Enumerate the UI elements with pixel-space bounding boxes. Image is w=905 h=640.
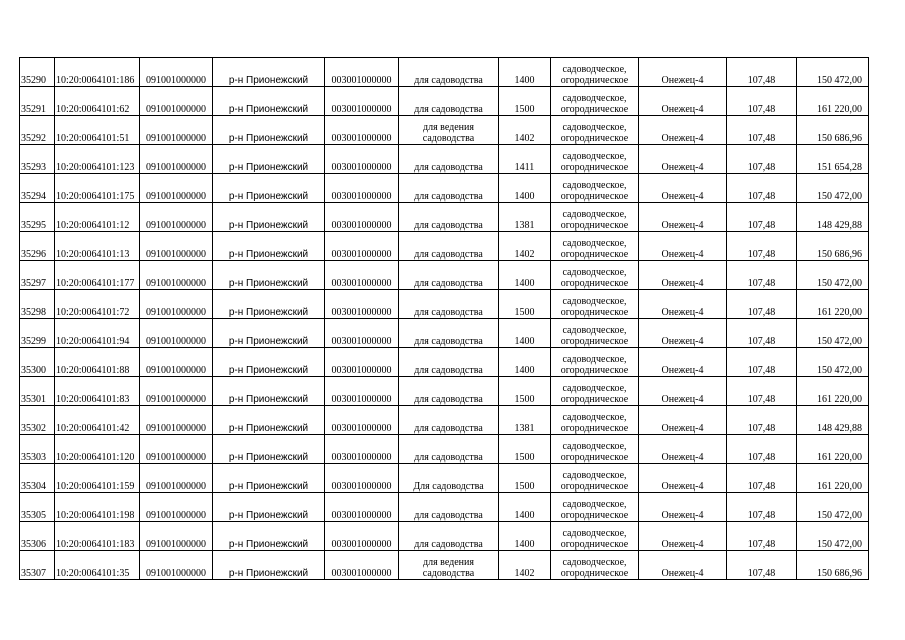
permitted-use-cell: Для садоводства	[399, 464, 499, 493]
cadastral-value-cell: 150 472,00	[797, 319, 869, 348]
category-code-cell: 003001000000	[325, 406, 399, 435]
area-cell: 1402	[499, 551, 551, 580]
use-type-cell: садоводческое, огородническое	[551, 87, 639, 116]
cadastral-value-cell: 150 686,96	[797, 116, 869, 145]
table-row	[20, 377, 869, 406]
table-row	[20, 290, 869, 319]
table-row	[20, 551, 869, 580]
district-cell: р-н Прионежский	[213, 551, 325, 580]
cadastral-number-cell: 10:20:0064101:186	[55, 58, 140, 87]
specific-value-cell: 107,48	[727, 174, 797, 203]
association-name-cell: Онежец-4	[639, 203, 727, 232]
cadastral-number-cell: 10:20:0064101:159	[55, 464, 140, 493]
cadastral-number-cell: 10:20:0064101:183	[55, 522, 140, 551]
district-cell: р-н Прионежский	[213, 464, 325, 493]
permitted-use-cell: для садоводства	[399, 87, 499, 116]
cadastral-number-cell: 10:20:0064101:88	[55, 348, 140, 377]
table-row	[20, 58, 869, 87]
district-cell: р-н Прионежский	[213, 232, 325, 261]
permitted-use-cell: для садоводства	[399, 406, 499, 435]
okato-code-cell: 091001000000	[140, 116, 213, 145]
association-name-cell: Онежец-4	[639, 464, 727, 493]
permitted-use-cell: для ведения садоводства	[399, 116, 499, 145]
area-cell: 1400	[499, 493, 551, 522]
district-cell: р-н Прионежский	[213, 145, 325, 174]
association-name-cell: Онежец-4	[639, 290, 727, 319]
table-row	[20, 319, 869, 348]
district-cell: р-н Прионежский	[213, 319, 325, 348]
okato-code-cell: 091001000000	[140, 261, 213, 290]
land-plots-table	[19, 57, 869, 580]
permitted-use-cell: для садоводства	[399, 58, 499, 87]
okato-code-cell: 091001000000	[140, 435, 213, 464]
permitted-use-cell: для садоводства	[399, 145, 499, 174]
district-cell: р-н Прионежский	[213, 348, 325, 377]
cadastral-value-cell: 148 429,88	[797, 406, 869, 435]
area-cell: 1500	[499, 290, 551, 319]
category-code-cell: 003001000000	[325, 116, 399, 145]
specific-value-cell: 107,48	[727, 116, 797, 145]
record-number-cell: 35305	[20, 493, 55, 522]
cadastral-number-cell: 10:20:0064101:35	[55, 551, 140, 580]
permitted-use-cell: для садоводства	[399, 522, 499, 551]
cadastral-number-cell: 10:20:0064101:177	[55, 261, 140, 290]
okato-code-cell: 091001000000	[140, 348, 213, 377]
category-code-cell: 003001000000	[325, 377, 399, 406]
cadastral-number-cell: 10:20:0064101:175	[55, 174, 140, 203]
category-code-cell: 003001000000	[325, 261, 399, 290]
area-cell: 1500	[499, 464, 551, 493]
category-code-cell: 003001000000	[325, 464, 399, 493]
table-row	[20, 464, 869, 493]
table-row	[20, 522, 869, 551]
category-code-cell: 003001000000	[325, 290, 399, 319]
specific-value-cell: 107,48	[727, 290, 797, 319]
record-number-cell: 35298	[20, 290, 55, 319]
area-cell: 1500	[499, 377, 551, 406]
district-cell: р-н Прионежский	[213, 203, 325, 232]
table-row	[20, 406, 869, 435]
permitted-use-cell: для садоводства	[399, 261, 499, 290]
use-type-cell: садоводческое, огородническое	[551, 551, 639, 580]
cadastral-value-cell: 161 220,00	[797, 290, 869, 319]
category-code-cell: 003001000000	[325, 203, 399, 232]
okato-code-cell: 091001000000	[140, 522, 213, 551]
table-row	[20, 174, 869, 203]
category-code-cell: 003001000000	[325, 319, 399, 348]
specific-value-cell: 107,48	[727, 348, 797, 377]
okato-code-cell: 091001000000	[140, 145, 213, 174]
area-cell: 1400	[499, 319, 551, 348]
cadastral-number-cell: 10:20:0064101:42	[55, 406, 140, 435]
cadastral-number-cell: 10:20:0064101:123	[55, 145, 140, 174]
record-number-cell: 35302	[20, 406, 55, 435]
area-cell: 1381	[499, 203, 551, 232]
specific-value-cell: 107,48	[727, 435, 797, 464]
association-name-cell: Онежец-4	[639, 377, 727, 406]
table-row	[20, 145, 869, 174]
association-name-cell: Онежец-4	[639, 116, 727, 145]
record-number-cell: 35294	[20, 174, 55, 203]
district-cell: р-н Прионежский	[213, 290, 325, 319]
area-cell: 1402	[499, 116, 551, 145]
record-number-cell: 35307	[20, 551, 55, 580]
cadastral-value-cell: 161 220,00	[797, 464, 869, 493]
permitted-use-cell: для садоводства	[399, 174, 499, 203]
use-type-cell: садоводческое, огородническое	[551, 377, 639, 406]
use-type-cell: садоводческое, огородническое	[551, 435, 639, 464]
association-name-cell: Онежец-4	[639, 406, 727, 435]
record-number-cell: 35296	[20, 232, 55, 261]
specific-value-cell: 107,48	[727, 522, 797, 551]
area-cell: 1411	[499, 145, 551, 174]
cadastral-number-cell: 10:20:0064101:83	[55, 377, 140, 406]
okato-code-cell: 091001000000	[140, 406, 213, 435]
cadastral-value-cell: 150 686,96	[797, 232, 869, 261]
association-name-cell: Онежец-4	[639, 174, 727, 203]
table-row	[20, 493, 869, 522]
permitted-use-cell: для садоводства	[399, 290, 499, 319]
association-name-cell: Онежец-4	[639, 551, 727, 580]
district-cell: р-н Прионежский	[213, 116, 325, 145]
category-code-cell: 003001000000	[325, 493, 399, 522]
specific-value-cell: 107,48	[727, 464, 797, 493]
okato-code-cell: 091001000000	[140, 493, 213, 522]
record-number-cell: 35301	[20, 377, 55, 406]
association-name-cell: Онежец-4	[639, 261, 727, 290]
district-cell: р-н Прионежский	[213, 435, 325, 464]
area-cell: 1500	[499, 435, 551, 464]
area-cell: 1400	[499, 174, 551, 203]
area-cell: 1400	[499, 348, 551, 377]
district-cell: р-н Прионежский	[213, 58, 325, 87]
table-row	[20, 348, 869, 377]
district-cell: р-н Прионежский	[213, 174, 325, 203]
association-name-cell: Онежец-4	[639, 493, 727, 522]
category-code-cell: 003001000000	[325, 522, 399, 551]
cadastral-value-cell: 150 472,00	[797, 261, 869, 290]
okato-code-cell: 091001000000	[140, 464, 213, 493]
use-type-cell: садоводческое, огородническое	[551, 232, 639, 261]
specific-value-cell: 107,48	[727, 232, 797, 261]
category-code-cell: 003001000000	[325, 174, 399, 203]
specific-value-cell: 107,48	[727, 87, 797, 116]
use-type-cell: садоводческое, огородническое	[551, 464, 639, 493]
use-type-cell: садоводческое, огородническое	[551, 319, 639, 348]
association-name-cell: Онежец-4	[639, 58, 727, 87]
use-type-cell: садоводческое, огородническое	[551, 493, 639, 522]
specific-value-cell: 107,48	[727, 377, 797, 406]
permitted-use-cell: для садоводства	[399, 319, 499, 348]
association-name-cell: Онежец-4	[639, 145, 727, 174]
cadastral-value-cell: 161 220,00	[797, 377, 869, 406]
record-number-cell: 35290	[20, 58, 55, 87]
specific-value-cell: 107,48	[727, 493, 797, 522]
record-number-cell: 35293	[20, 145, 55, 174]
use-type-cell: садоводческое, огородническое	[551, 522, 639, 551]
cadastral-value-cell: 161 220,00	[797, 435, 869, 464]
okato-code-cell: 091001000000	[140, 319, 213, 348]
cadastral-number-cell: 10:20:0064101:198	[55, 493, 140, 522]
association-name-cell: Онежец-4	[639, 319, 727, 348]
cadastral-value-cell: 150 472,00	[797, 493, 869, 522]
permitted-use-cell: для садоводства	[399, 348, 499, 377]
use-type-cell: садоводческое, огородническое	[551, 145, 639, 174]
use-type-cell: садоводческое, огородническое	[551, 261, 639, 290]
permitted-use-cell: для садоводства	[399, 232, 499, 261]
okato-code-cell: 091001000000	[140, 377, 213, 406]
record-number-cell: 35297	[20, 261, 55, 290]
category-code-cell: 003001000000	[325, 551, 399, 580]
permitted-use-cell: для садоводства	[399, 435, 499, 464]
association-name-cell: Онежец-4	[639, 232, 727, 261]
cadastral-value-cell: 150 472,00	[797, 522, 869, 551]
association-name-cell: Онежец-4	[639, 87, 727, 116]
area-cell: 1402	[499, 232, 551, 261]
area-cell: 1500	[499, 87, 551, 116]
cadastral-value-cell: 151 654,28	[797, 145, 869, 174]
specific-value-cell: 107,48	[727, 145, 797, 174]
cadastral-value-cell: 150 686,96	[797, 551, 869, 580]
table-row	[20, 261, 869, 290]
use-type-cell: садоводческое, огородническое	[551, 58, 639, 87]
district-cell: р-н Прионежский	[213, 87, 325, 116]
area-cell: 1381	[499, 406, 551, 435]
cadastral-number-cell: 10:20:0064101:62	[55, 87, 140, 116]
okato-code-cell: 091001000000	[140, 290, 213, 319]
table-row	[20, 116, 869, 145]
category-code-cell: 003001000000	[325, 145, 399, 174]
okato-code-cell: 091001000000	[140, 87, 213, 116]
district-cell: р-н Прионежский	[213, 377, 325, 406]
record-number-cell: 35292	[20, 116, 55, 145]
area-cell: 1400	[499, 58, 551, 87]
specific-value-cell: 107,48	[727, 319, 797, 348]
okato-code-cell: 091001000000	[140, 551, 213, 580]
area-cell: 1400	[499, 522, 551, 551]
permitted-use-cell: для садоводства	[399, 493, 499, 522]
cadastral-number-cell: 10:20:0064101:72	[55, 290, 140, 319]
association-name-cell: Онежец-4	[639, 435, 727, 464]
use-type-cell: садоводческое, огородническое	[551, 174, 639, 203]
record-number-cell: 35303	[20, 435, 55, 464]
record-number-cell: 35291	[20, 87, 55, 116]
okato-code-cell: 091001000000	[140, 232, 213, 261]
specific-value-cell: 107,48	[727, 58, 797, 87]
table-row	[20, 435, 869, 464]
cadastral-value-cell: 148 429,88	[797, 203, 869, 232]
use-type-cell: садоводческое, огородническое	[551, 116, 639, 145]
cadastral-value-cell: 150 472,00	[797, 58, 869, 87]
permitted-use-cell: для садоводства	[399, 377, 499, 406]
table-row	[20, 232, 869, 261]
cadastral-value-cell: 150 472,00	[797, 348, 869, 377]
district-cell: р-н Прионежский	[213, 522, 325, 551]
okato-code-cell: 091001000000	[140, 203, 213, 232]
specific-value-cell: 107,48	[727, 261, 797, 290]
cadastral-number-cell: 10:20:0064101:13	[55, 232, 140, 261]
table-row	[20, 87, 869, 116]
category-code-cell: 003001000000	[325, 58, 399, 87]
record-number-cell: 35299	[20, 319, 55, 348]
category-code-cell: 003001000000	[325, 348, 399, 377]
cadastral-number-cell: 10:20:0064101:12	[55, 203, 140, 232]
category-code-cell: 003001000000	[325, 87, 399, 116]
use-type-cell: садоводческое, огородническое	[551, 348, 639, 377]
permitted-use-cell: для ведения садоводства	[399, 551, 499, 580]
specific-value-cell: 107,48	[727, 551, 797, 580]
record-number-cell: 35304	[20, 464, 55, 493]
record-number-cell: 35300	[20, 348, 55, 377]
specific-value-cell: 107,48	[727, 203, 797, 232]
district-cell: р-н Прионежский	[213, 493, 325, 522]
cadastral-value-cell: 150 472,00	[797, 174, 869, 203]
cadastral-number-cell: 10:20:0064101:94	[55, 319, 140, 348]
area-cell: 1400	[499, 261, 551, 290]
record-number-cell: 35295	[20, 203, 55, 232]
district-cell: р-н Прионежский	[213, 406, 325, 435]
specific-value-cell: 107,48	[727, 406, 797, 435]
use-type-cell: садоводческое, огородническое	[551, 203, 639, 232]
okato-code-cell: 091001000000	[140, 58, 213, 87]
permitted-use-cell: для садоводства	[399, 203, 499, 232]
record-number-cell: 35306	[20, 522, 55, 551]
cadastral-value-cell: 161 220,00	[797, 87, 869, 116]
okato-code-cell: 091001000000	[140, 174, 213, 203]
use-type-cell: садоводческое, огородническое	[551, 406, 639, 435]
association-name-cell: Онежец-4	[639, 348, 727, 377]
cadastral-number-cell: 10:20:0064101:120	[55, 435, 140, 464]
association-name-cell: Онежец-4	[639, 522, 727, 551]
cadastral-number-cell: 10:20:0064101:51	[55, 116, 140, 145]
table-row	[20, 203, 869, 232]
category-code-cell: 003001000000	[325, 435, 399, 464]
use-type-cell: садоводческое, огородническое	[551, 290, 639, 319]
category-code-cell: 003001000000	[325, 232, 399, 261]
district-cell: р-н Прионежский	[213, 261, 325, 290]
table-body	[20, 58, 869, 580]
